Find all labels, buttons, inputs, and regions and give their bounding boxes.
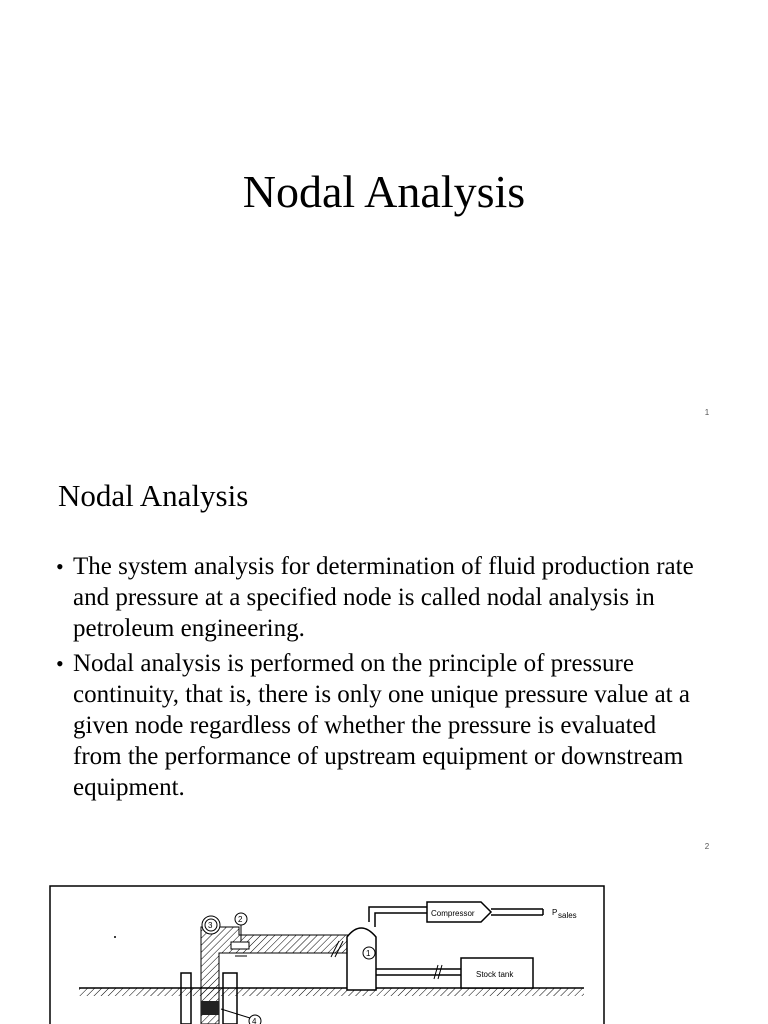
production-system-diagram bbox=[49, 885, 609, 1024]
node-4-label: 4 bbox=[252, 1017, 257, 1024]
node-2-label: 2 bbox=[238, 915, 243, 924]
page-number: 2 bbox=[704, 842, 710, 851]
sales-pressure-label: P bbox=[552, 908, 558, 917]
bullet-item bbox=[56, 551, 696, 644]
node-1-label: 1 bbox=[366, 949, 371, 958]
ground-hatch bbox=[79, 988, 584, 996]
bullet-list bbox=[56, 551, 696, 807]
bullet-marker: • bbox=[56, 651, 64, 676]
diagram-frame bbox=[50, 886, 604, 1024]
wellbore-casing-right bbox=[223, 973, 237, 1024]
compressor-label: Compressor bbox=[431, 909, 475, 918]
page-number: 1 bbox=[704, 408, 710, 417]
gas-line-inner bbox=[375, 913, 427, 927]
separator bbox=[347, 928, 376, 990]
node-3-label: 3 bbox=[208, 921, 213, 930]
node-4-pointer bbox=[221, 1009, 250, 1018]
gas-line bbox=[369, 907, 427, 922]
stock-tank-label: Stock tank bbox=[476, 970, 514, 979]
sales-pressure-subscript: sales bbox=[558, 911, 577, 920]
choke bbox=[231, 942, 249, 949]
stray-dot bbox=[114, 936, 116, 938]
section-heading: Nodal Analysis bbox=[58, 478, 249, 513]
liquid-line-break-2 bbox=[438, 965, 442, 979]
bullet-marker: • bbox=[56, 554, 64, 579]
bullet-text: The system analysis for determination of fluid production rate and pressure at a specified node is called nodal analysis in petroleum engineering. bbox=[73, 553, 694, 642]
wellbore-casing-left bbox=[181, 973, 191, 1024]
bullet-text: Nodal analysis is performed on the principle of pressure continuity, that is, there is only one unique pressure value at a given node regardless of whether the pressure is evaluated from the performance of upstream equipment or downstream equipment. bbox=[73, 650, 690, 801]
bullet-item bbox=[56, 648, 696, 803]
downhole-equipment bbox=[201, 1001, 219, 1015]
liquid-line-break bbox=[434, 965, 438, 979]
slide-title: Nodal Analysis bbox=[242, 166, 526, 217]
